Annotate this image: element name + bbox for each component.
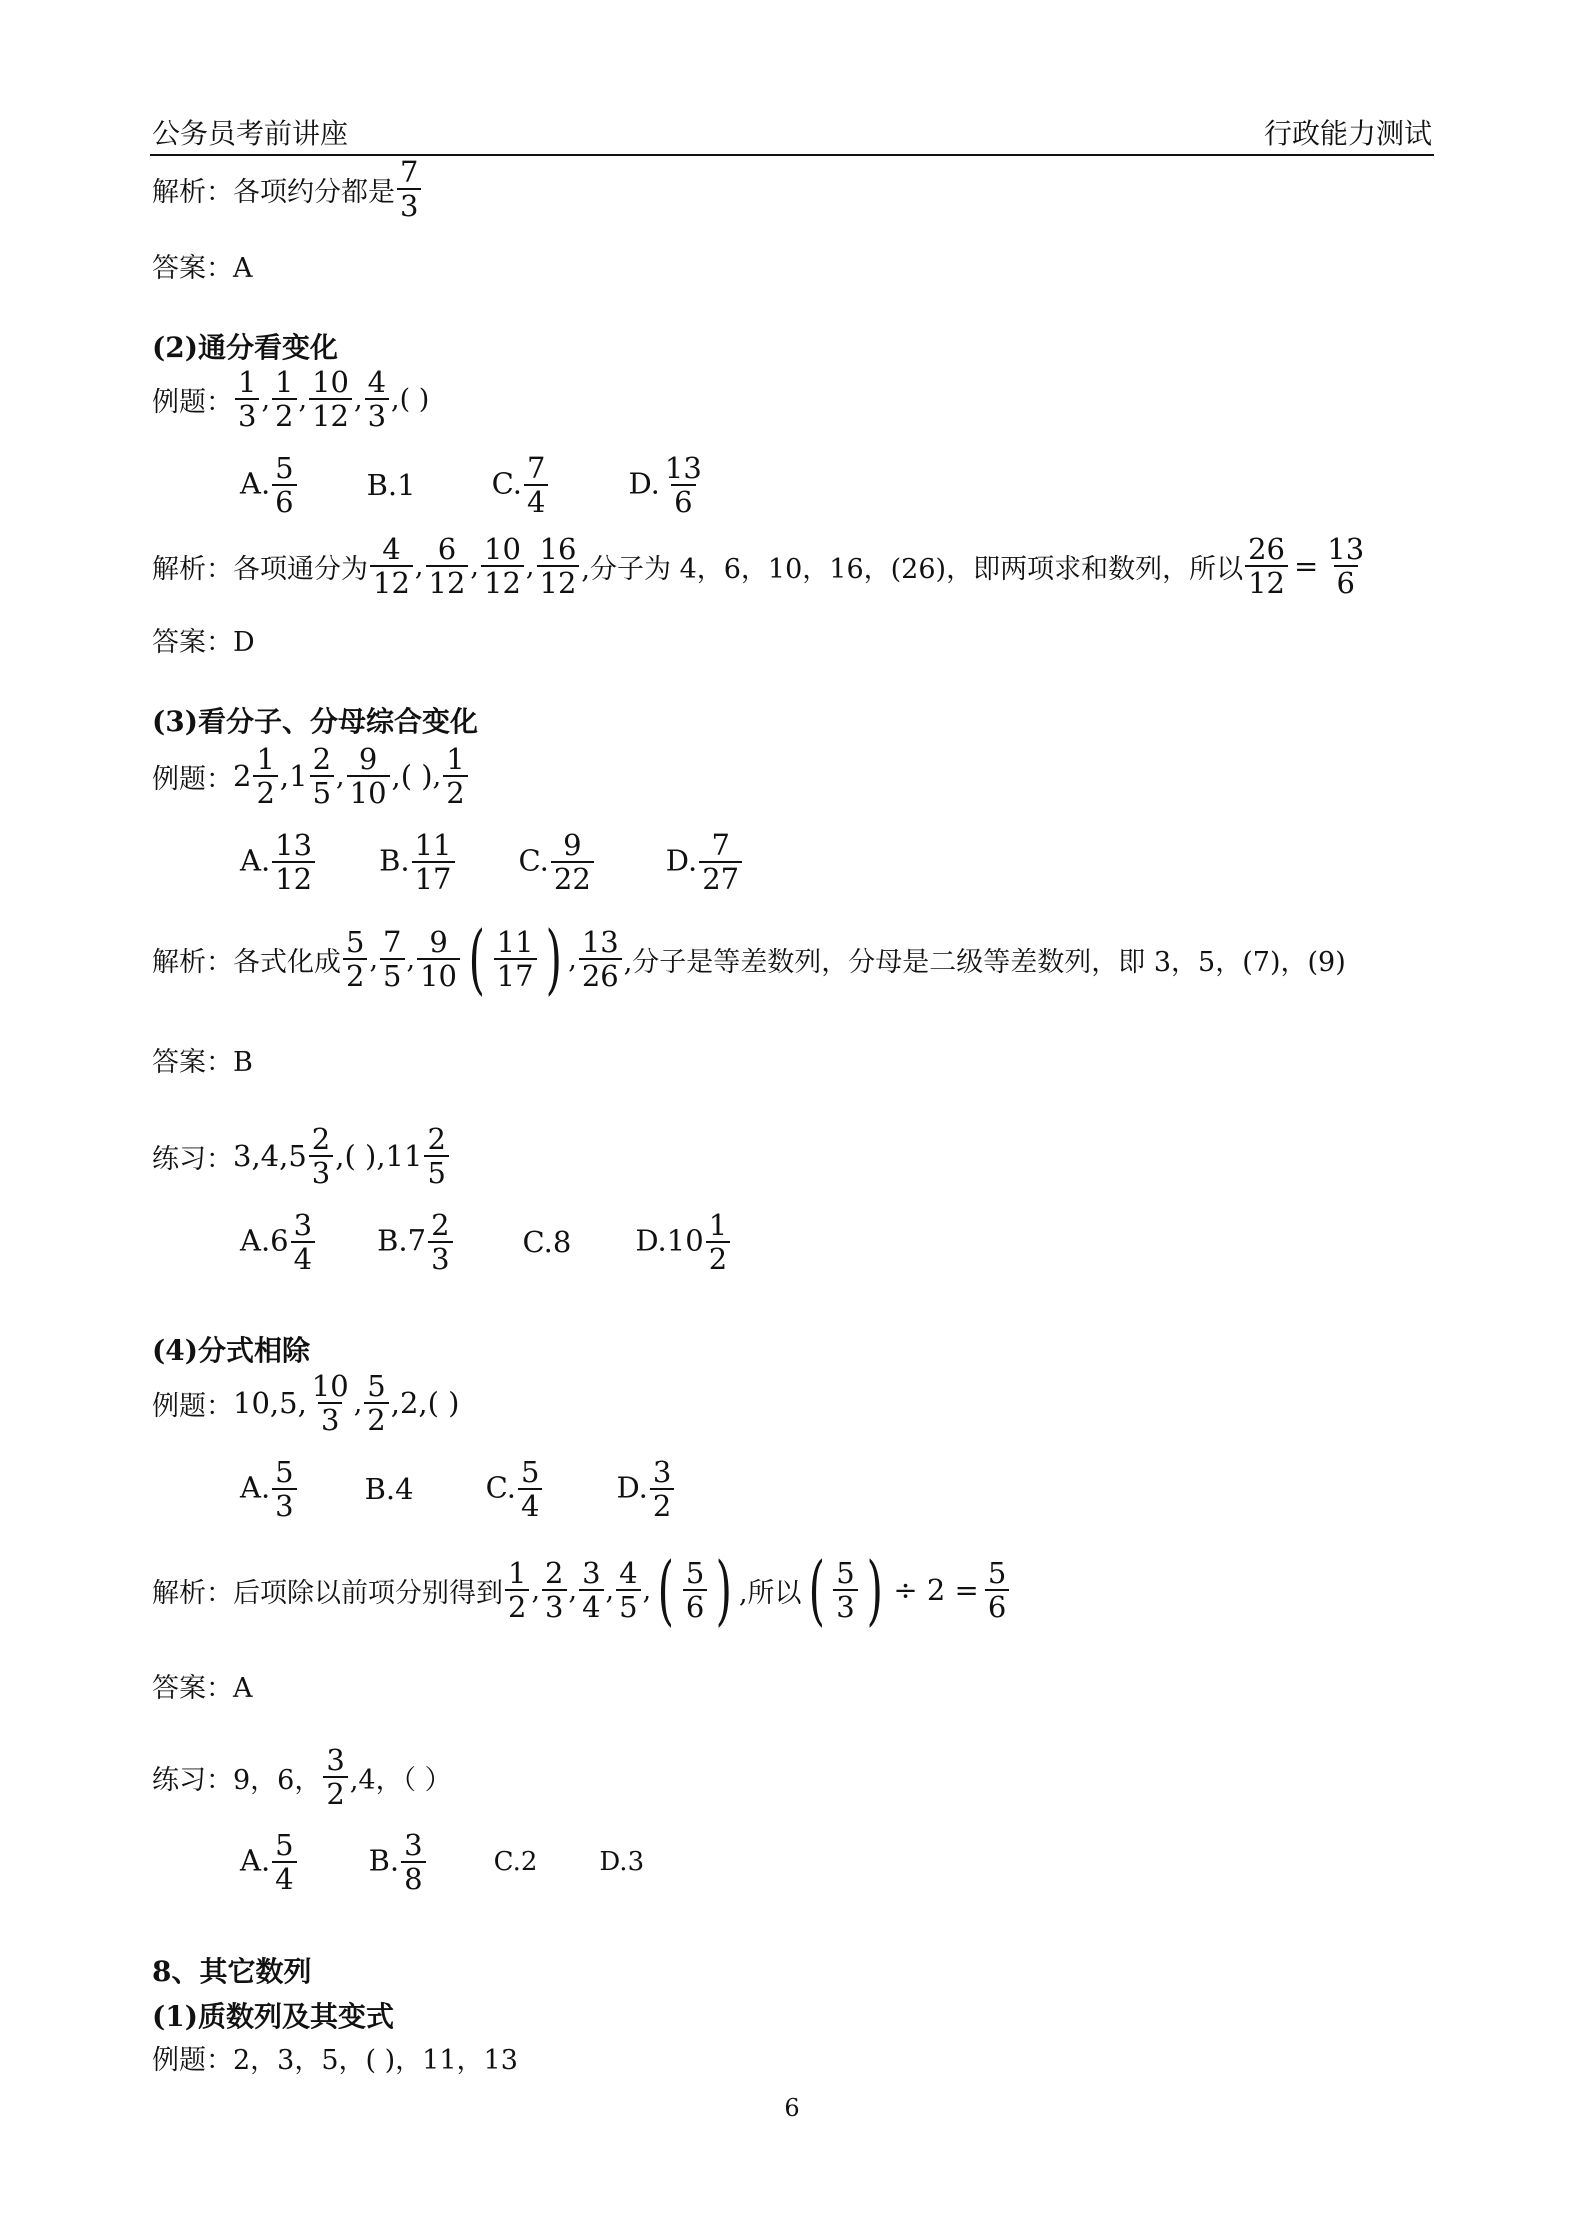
- numerator: 2: [431, 1208, 450, 1242]
- denominator: 2: [364, 1402, 388, 1436]
- numerator: 1: [508, 1555, 527, 1590]
- s4-practice: [152, 1744, 452, 1811]
- fraction: [412, 829, 455, 896]
- example-lead: 10,5,: [233, 1386, 307, 1421]
- comma: ,: [298, 383, 308, 415]
- fraction: [309, 366, 352, 433]
- option-d: [616, 1456, 676, 1523]
- s0-analysis: [152, 156, 423, 223]
- numerator: 11: [496, 924, 534, 959]
- s4-options: [240, 1456, 676, 1523]
- comma: ,: [568, 1574, 578, 1606]
- s3-analysis: [152, 914, 1346, 1003]
- numerator: 3: [582, 1555, 601, 1590]
- option-label: A.: [240, 1843, 271, 1878]
- option-d: D.3: [599, 1847, 645, 1878]
- fraction: [272, 1456, 296, 1523]
- numerator: 7: [526, 451, 546, 485]
- fraction: [401, 1829, 425, 1896]
- denominator: 6: [1334, 565, 1358, 599]
- fraction: [343, 926, 367, 993]
- fraction: [706, 1209, 730, 1276]
- numerator: 1: [446, 742, 465, 776]
- numerator: 3: [326, 1743, 345, 1777]
- fraction: [235, 366, 259, 433]
- s4-example: [152, 1370, 459, 1437]
- numerator: 5: [346, 924, 365, 959]
- s2-heading: (2)通分看变化: [152, 331, 338, 364]
- numerator: 1: [708, 1208, 728, 1242]
- option-label: B.7: [377, 1223, 427, 1258]
- denominator: 12: [481, 565, 524, 599]
- fraction: [650, 1456, 674, 1523]
- s3-options: [240, 829, 744, 896]
- numerator: 10: [311, 1369, 349, 1403]
- option-label: A.6: [240, 1223, 289, 1258]
- s4-answer: 答案：A: [152, 1673, 253, 1704]
- denominator: 2: [253, 775, 277, 809]
- s4-analysis: [152, 1545, 1011, 1634]
- option-a: [240, 452, 299, 519]
- comma: ,: [568, 943, 577, 975]
- denominator: 8: [401, 1861, 425, 1895]
- numerator: 2: [312, 742, 332, 776]
- analysis-label: 解析：各项通分为: [152, 553, 368, 585]
- denominator: 27: [699, 861, 742, 895]
- option-b: [377, 1209, 454, 1276]
- s3-answer: 答案：B: [152, 1047, 253, 1078]
- s2-example: [152, 366, 429, 433]
- analysis-label: 解析：各项约分都是: [152, 176, 395, 208]
- analysis-text: ,分子是等差数列，分母是二级等差数列，即 3，5，(7)，(9): [623, 946, 1346, 978]
- numerator: 2: [311, 1122, 331, 1156]
- fraction: [272, 366, 296, 433]
- s8-heading: 8、其它数列: [152, 1955, 312, 1988]
- option-c: [492, 452, 551, 519]
- denominator: 5: [310, 775, 334, 809]
- example-tail: ,2,( ): [390, 1386, 460, 1421]
- fraction: [579, 926, 622, 993]
- option-label: A.: [240, 1470, 271, 1505]
- fraction: [662, 452, 705, 519]
- numerator: 5: [685, 1555, 705, 1590]
- fraction: [417, 926, 460, 993]
- left-paren: (: [468, 914, 485, 1003]
- analysis-label: 解析：后项除以前项分别得到: [152, 1577, 503, 1609]
- numerator: 13: [664, 451, 702, 485]
- comma: ,: [369, 943, 379, 975]
- s2-answer: 答案：D: [152, 627, 255, 658]
- fraction: [524, 452, 548, 519]
- denominator: 17: [412, 861, 455, 895]
- fraction: [370, 533, 413, 600]
- fraction: [380, 926, 404, 993]
- fraction: [309, 1123, 333, 1190]
- denominator: 10: [417, 958, 460, 992]
- fraction: [310, 743, 334, 810]
- denominator: 2: [272, 398, 296, 432]
- fraction: [518, 1456, 542, 1523]
- denominator: 4: [524, 484, 548, 518]
- option-d: [666, 829, 744, 896]
- denominator: 3: [235, 398, 259, 432]
- denominator: 3: [542, 1589, 566, 1623]
- numerator: 9: [563, 828, 582, 862]
- numerator: 9: [358, 742, 378, 776]
- denominator: 2: [443, 775, 467, 809]
- comma: ,: [432, 760, 442, 792]
- comma: ,: [414, 550, 424, 582]
- denominator: 2: [323, 1776, 347, 1810]
- numerator: 4: [382, 532, 401, 566]
- option-b: B.4: [364, 1472, 414, 1507]
- header-left: 公务员考前讲座: [152, 117, 349, 150]
- option-d: [635, 1209, 732, 1276]
- fraction: [272, 1829, 296, 1896]
- denominator: 3: [318, 1402, 342, 1436]
- option-b: B.1: [366, 468, 416, 503]
- s8-example: 例题：2，3，5，( )，11，13: [152, 2045, 518, 2076]
- numerator: 7: [383, 924, 402, 959]
- fraction: [616, 1557, 640, 1624]
- option-c: [519, 829, 596, 896]
- numerator: 5: [275, 451, 294, 485]
- option-label: B.: [368, 1843, 400, 1878]
- s2-options: [240, 452, 707, 519]
- denominator: 4: [272, 1861, 296, 1895]
- fraction: [424, 1123, 448, 1190]
- denominator: 2: [650, 1488, 674, 1522]
- fraction: [1324, 533, 1367, 600]
- comma: ,: [531, 1574, 541, 1606]
- denominator: 6: [671, 484, 695, 518]
- numerator: 16: [539, 532, 577, 566]
- fraction: [443, 743, 467, 810]
- numerator: 5: [275, 1455, 294, 1489]
- option-a: [240, 1456, 299, 1523]
- numerator: 3: [652, 1455, 672, 1489]
- fraction: [579, 1557, 603, 1624]
- comma: ,: [470, 550, 479, 582]
- denominator: 4: [579, 1589, 603, 1623]
- numerator: 3: [293, 1208, 313, 1242]
- denominator: 6: [683, 1589, 707, 1623]
- option-label: C.: [485, 1470, 516, 1505]
- option-a: [240, 829, 317, 896]
- fraction: [699, 829, 742, 896]
- fraction: [537, 533, 580, 600]
- denominator: 12: [1245, 565, 1288, 599]
- numerator: 3: [404, 1828, 423, 1862]
- comma: ,: [391, 383, 400, 415]
- denominator: 2: [505, 1589, 529, 1623]
- right-paren: ): [866, 1545, 883, 1634]
- denominator: 2: [343, 958, 367, 992]
- denominator: 12: [426, 565, 469, 599]
- example-label: 例题：: [152, 763, 233, 795]
- s0-answer: 答案：A: [152, 253, 253, 284]
- parenthesized-fraction: [802, 1545, 890, 1634]
- comma: ,: [525, 550, 535, 582]
- fraction: [481, 533, 524, 600]
- denominator: 3: [309, 1155, 333, 1189]
- numerator: 13: [275, 828, 313, 862]
- denominator: 4: [518, 1488, 542, 1522]
- option-label: A.: [240, 843, 271, 878]
- practice-label: 练习：: [152, 1143, 233, 1175]
- denominator: 3: [397, 188, 421, 222]
- fraction: [291, 1209, 315, 1276]
- comma: ,: [642, 1574, 652, 1606]
- denominator: 26: [579, 958, 622, 992]
- fraction: [309, 1370, 352, 1437]
- denominator: 5: [424, 1155, 448, 1189]
- fraction: [272, 829, 315, 896]
- so-text: ,所以: [738, 1577, 802, 1609]
- denominator: 2: [706, 1241, 730, 1275]
- numerator: 4: [619, 1555, 638, 1590]
- denominator: 6: [985, 1589, 1009, 1623]
- numerator: 5: [275, 1828, 294, 1862]
- fraction: [505, 1557, 529, 1624]
- s8-subheading: (1)质数列及其变式: [152, 2000, 394, 2033]
- numerator: 5: [367, 1369, 386, 1403]
- option-label: D.: [628, 466, 660, 501]
- numerator: 4: [367, 365, 387, 399]
- s4-heading: (4)分式相除: [152, 1334, 310, 1367]
- option-b: [369, 1829, 428, 1896]
- fraction: [397, 156, 421, 223]
- option-c: C.2: [493, 1847, 538, 1878]
- numerator: 5: [836, 1555, 855, 1590]
- fraction: [985, 1557, 1009, 1624]
- s3-practice: [152, 1123, 451, 1190]
- s2-analysis: [152, 533, 1369, 600]
- option-a: [240, 1209, 317, 1276]
- comma: ,: [406, 943, 416, 975]
- denominator: 12: [537, 565, 580, 599]
- parenthesized-fraction: [462, 914, 568, 1003]
- denominator: 3: [428, 1241, 452, 1275]
- s4-practice-options: [240, 1829, 644, 1896]
- numerator: 1: [238, 365, 257, 399]
- analysis-text: ,分子为 4，6，10，16，(26)，即两项求和数列，所以: [581, 553, 1244, 585]
- option-a: [240, 1829, 299, 1896]
- option-label: D.: [665, 843, 698, 878]
- numerator: 6: [437, 532, 457, 566]
- fraction: [542, 1557, 566, 1624]
- numerator: 5: [520, 1455, 540, 1489]
- denominator: 4: [291, 1241, 315, 1275]
- numerator: 1: [275, 365, 294, 399]
- numerator: 13: [1327, 532, 1365, 566]
- numerator: 1: [256, 742, 275, 776]
- left-paren: (: [808, 1545, 825, 1634]
- numerator: 13: [581, 924, 619, 959]
- denominator: 12: [309, 398, 352, 432]
- right-paren: ): [545, 914, 562, 1003]
- practice-label: 练习：: [152, 1764, 233, 1796]
- division-text: ÷ 2 =: [893, 1573, 979, 1607]
- option-label: C.: [518, 843, 549, 878]
- option-b: [379, 829, 456, 896]
- comma: ,: [354, 383, 363, 415]
- denominator: 3: [272, 1488, 296, 1522]
- fraction: [1245, 533, 1288, 600]
- practice-lead: 9，6，: [233, 1764, 322, 1796]
- s3-heading: (3)看分子、分母综合变化: [152, 705, 478, 738]
- fraction: [253, 743, 277, 810]
- fraction: [365, 366, 389, 433]
- blank: ,( ): [391, 759, 433, 794]
- blank: ( ): [399, 383, 430, 415]
- fraction: [833, 1557, 857, 1624]
- s3-example: [152, 743, 470, 810]
- denominator: 5: [616, 1589, 640, 1623]
- option-label: B.: [379, 843, 410, 878]
- numerator: 11: [414, 828, 452, 862]
- practice-mid: ,( ),11: [335, 1139, 423, 1174]
- analysis-label: 解析：各式化成: [152, 946, 341, 978]
- mixed-whole: ,1: [279, 759, 308, 794]
- numerator: 26: [1248, 532, 1285, 566]
- practice-tail: ,4，（ ）: [349, 1764, 452, 1796]
- denominator: 17: [494, 958, 537, 992]
- fraction: [347, 743, 390, 810]
- fraction: [683, 1557, 707, 1624]
- example-label: 例题：: [152, 386, 233, 418]
- numerator: 5: [987, 1555, 1007, 1590]
- denominator: 12: [272, 861, 315, 895]
- numerator: 10: [312, 365, 349, 399]
- option-label: D.10: [635, 1223, 704, 1258]
- comma: ,: [261, 383, 271, 415]
- numerator: 7: [400, 155, 419, 189]
- fraction: [272, 452, 296, 519]
- comma: ,: [605, 1574, 615, 1606]
- parenthesized-fraction: [651, 1545, 739, 1634]
- option-label: C.: [491, 466, 522, 501]
- denominator: 12: [370, 565, 413, 599]
- mixed-whole: 2: [233, 759, 252, 794]
- comma: ,: [353, 1387, 363, 1419]
- practice-lead: 3,4,5: [233, 1139, 307, 1174]
- comma: ,: [336, 760, 345, 792]
- option-c: C.8: [522, 1225, 572, 1260]
- left-paren: (: [657, 1545, 675, 1634]
- option-label: D.: [616, 1470, 648, 1505]
- fraction: [323, 1744, 347, 1811]
- equals: =: [1293, 549, 1319, 584]
- option-d: [628, 452, 706, 519]
- option-label: A.: [240, 466, 271, 501]
- fraction: [551, 829, 594, 896]
- denominator: 3: [365, 398, 389, 432]
- header-right: 行政能力测试: [1263, 117, 1432, 150]
- fraction: [494, 926, 537, 993]
- denominator: 5: [380, 958, 404, 992]
- right-paren: ): [715, 1545, 733, 1634]
- fraction: [426, 533, 469, 600]
- denominator: 22: [551, 861, 594, 895]
- denominator: 6: [272, 484, 296, 518]
- denominator: 3: [833, 1589, 857, 1623]
- numerator: 9: [429, 924, 448, 959]
- fraction: [428, 1209, 452, 1276]
- numerator: 2: [427, 1122, 446, 1156]
- numerator: 7: [711, 828, 730, 862]
- page-number: 6: [784, 2094, 800, 2122]
- s3-practice-options: [240, 1209, 732, 1276]
- option-c: [486, 1456, 545, 1523]
- denominator: 10: [347, 775, 390, 809]
- fraction: [364, 1370, 388, 1437]
- numerator: 2: [545, 1555, 564, 1590]
- numerator: 10: [484, 532, 521, 566]
- example-label: 例题：: [152, 1390, 233, 1422]
